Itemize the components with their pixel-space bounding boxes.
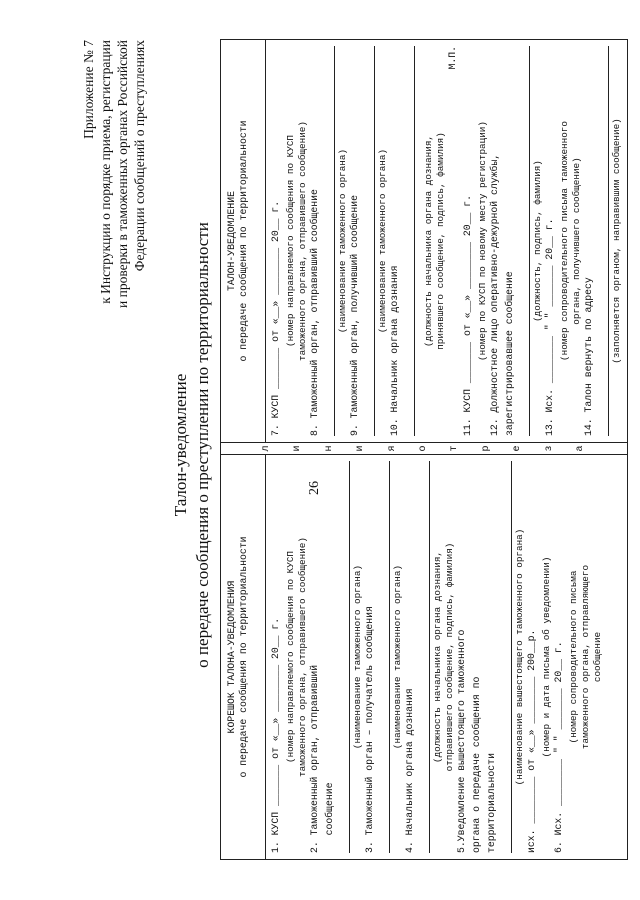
- field-3: 3. Таможенный орган – получатель сообщения: [364, 606, 375, 853]
- cut-line-letter: т: [449, 445, 461, 452]
- field-7-caption: (номер направляемого сообщения по КУСП: [285, 135, 296, 348]
- talon-title: ТАЛОН-УВЕДОМЛЕНИЕ: [226, 191, 237, 291]
- stamp-place: М.П.: [447, 46, 458, 70]
- field-1-caption: (номер направляемого сообщения по КУСП: [285, 551, 296, 764]
- field-4-caption-2: отправившего сообщение, подпись, фамилия): [444, 542, 455, 772]
- field-5-cont: органа о передаче сообщения по: [471, 676, 482, 853]
- page-number: 26: [307, 481, 322, 495]
- field-5-caption: (наименование вышестоящего таможенного органа): [514, 528, 525, 786]
- cut-line-letter: л: [261, 445, 272, 452]
- field-5: 5.Уведомление вышестоящего таможенного: [456, 629, 467, 853]
- cut-line-letter: о: [417, 445, 429, 452]
- field-7: 7. КУСП _______ от «__» ________ 20__ г.: [270, 200, 281, 436]
- cut-line-letter: и: [292, 445, 304, 452]
- stub-title: КОРЕШОК ТАЛОНА-УВЕДОМЛЕНИЯ: [226, 580, 237, 734]
- appendix-line: к Инструкции о порядке приема, регистрации: [98, 40, 113, 304]
- talon-header: [221, 40, 266, 443]
- field-6: 6. Исх. ________ " " _______ 20__ г.: [553, 641, 564, 853]
- field-14-caption: (заполняется органом, направившим сообщение): [611, 118, 622, 364]
- title-line: о передаче сообщения о преступлении по территориальности: [193, 222, 212, 668]
- cut-line-letters: [221, 443, 627, 454]
- field-13-caption: (номер сопроводительного письма таможенного: [559, 121, 570, 361]
- appendix-header: [80, 40, 148, 460]
- appendix-line: и проверки в таможенных органах Российской: [115, 40, 130, 308]
- field-5-ref: исх. ________ от «__» ________ 200__р.: [526, 629, 537, 853]
- cut-line-letter: з: [543, 445, 555, 452]
- appendix-line: Приложение № 7: [81, 40, 96, 139]
- document-title: [170, 20, 214, 870]
- field-5-ref-caption: (номер и дата письма об уведомлении): [541, 556, 552, 758]
- field-12-caption: (должность, подпись, фамилия): [532, 160, 543, 322]
- appendix-line: Федерации сообщений о преступлениях: [132, 40, 147, 272]
- cut-line-letter: я: [386, 445, 398, 452]
- field-12-cont: зарегистрировавшее сообщение: [504, 271, 515, 436]
- field-4-caption: (должность начальника органа дознания,: [432, 551, 443, 764]
- stub-header: [221, 455, 266, 860]
- cut-line-letter: а: [574, 445, 586, 452]
- field-6-caption-2: таможенного органа, отправляющего: [580, 564, 591, 750]
- talon-subtitle: о передаче сообщения по территориальности: [238, 120, 249, 362]
- field-10: 10. Начальник органа дознания: [389, 265, 400, 436]
- notification-form: [220, 39, 628, 860]
- field-5-cont-2: территориальности: [486, 753, 497, 853]
- field-1-caption-2: таможенного органа, отправившего сообщение): [297, 537, 308, 777]
- field-9: 9. Таможенный орган, получивший сообщение: [349, 194, 360, 436]
- field-9-caption: (наименование таможенного органа): [377, 148, 388, 334]
- field-2: 2. Таможенный орган, отправивший: [309, 664, 320, 853]
- cut-line-letter: н: [323, 445, 335, 452]
- cut-line-column: [221, 443, 628, 455]
- field-6-caption: (номер сопроводительного письма: [568, 570, 579, 744]
- field-4: 4. Начальник органа дознания: [404, 688, 415, 853]
- cut-line-letter: р: [480, 445, 492, 452]
- field-12: 12. Должностное лицо оперативно-дежурной службы,: [489, 153, 500, 436]
- field-2-cont: сообщение: [324, 782, 335, 853]
- field-10-caption: (должность начальника органа дознания,: [423, 135, 434, 348]
- talon-body: [266, 40, 628, 443]
- field-2-caption: (наименование таможенного органа): [352, 564, 363, 750]
- landscape-content: [80, 20, 622, 870]
- field-11-caption: (номер по КУСП по новому месту регистрации): [477, 121, 488, 361]
- cut-line-letter: и: [355, 445, 367, 452]
- field-8: 8. Таможенный орган, отправивший сообщение: [309, 189, 320, 436]
- field-8-caption: (наименование таможенного органа): [337, 148, 348, 334]
- stub-body: [266, 455, 628, 860]
- field-11: 11. КУСП _______ от «__» ________ 20__ г.: [462, 194, 473, 436]
- field-14: 14. Талон вернуть по адресу: [583, 277, 594, 436]
- field-7-caption-2: таможенного органа, отправившего сообщение): [297, 121, 308, 361]
- title-line: Талон-уведомление: [171, 373, 190, 517]
- field-6-caption-3: сообщение: [592, 631, 603, 683]
- field-13-caption-2: органа, получившего сообщение): [571, 157, 582, 325]
- field-13: 13. Исх. ________ " " _______ 20__ г.: [544, 218, 555, 436]
- field-10-caption-2: принявшего сообщение, подпись, фамилия): [435, 132, 446, 350]
- field-1: 1. КУСП _______ от «__» ________ 20__ г.: [270, 617, 281, 853]
- field-3-caption: (наименование таможенного органа): [392, 564, 403, 750]
- stub-subtitle: о передаче сообщения по территориальности: [238, 536, 249, 778]
- cut-line-letter: е: [512, 445, 524, 452]
